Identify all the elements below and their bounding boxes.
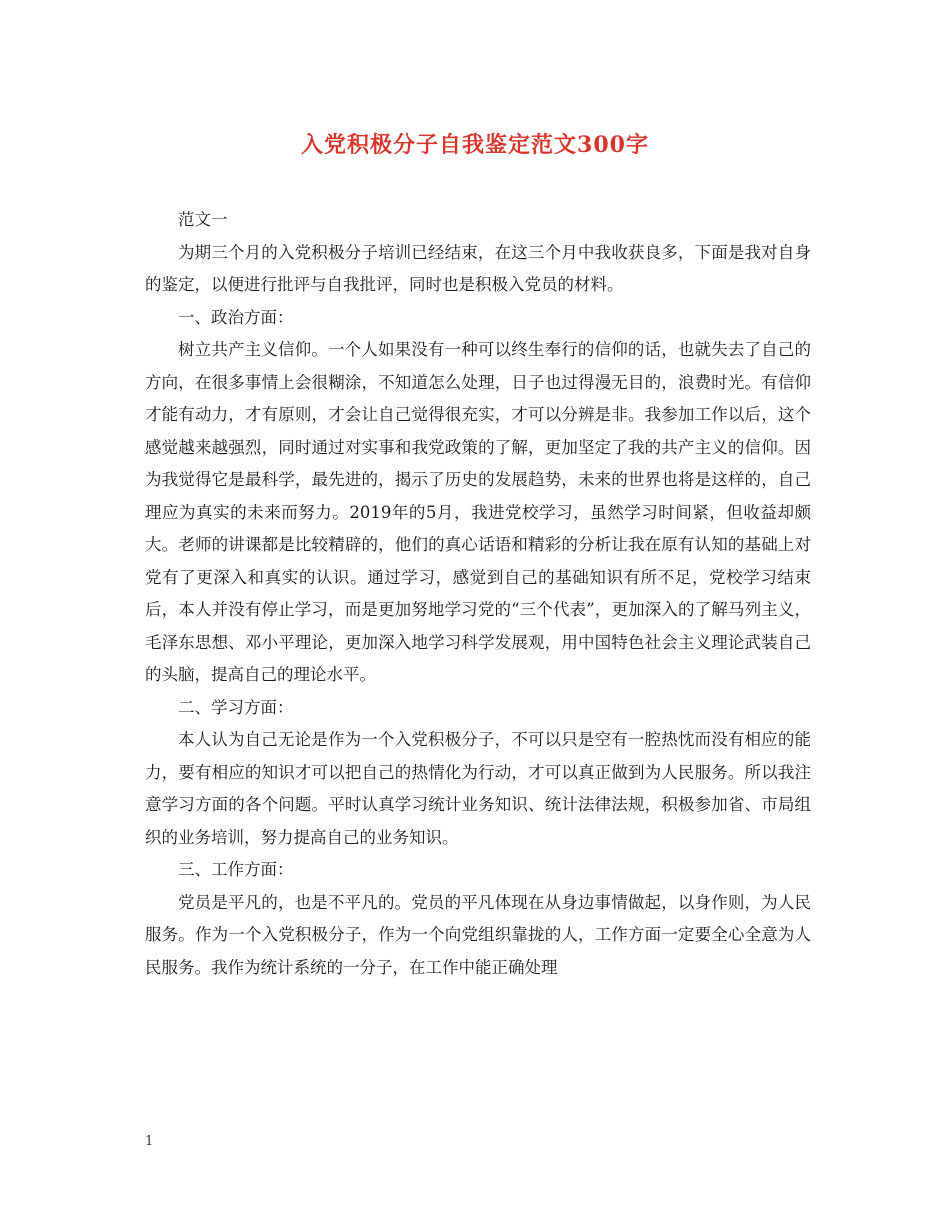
section-heading-politics: 一、政治方面： [178,307,294,327]
document-title: 入党积极分子自我鉴定范文300字 [301,132,649,158]
paragraph-sample-heading: 范文一 [178,210,228,229]
paragraph-politics: 树立共产主义信仰。一个人如果没有一种可以终生奉行的信仰的话，也就失去了自己的方向，在很多事情上会很糊涂，不知道怎么处理，日子也过得漫无目的，浪费时光。有信仰才能有动力，才有原则，才会让自己觉得很充实，才可以分辨是非。我参加工作以后，这个感觉越来越强烈，同时通过对实事和我党政策的了解，更加坚定了我的共产主义的信仰。因为我觉得它是最科学，最先进的，揭示了历史的发展趋势，未来的世界也将是这样的，自己理应为真实的未来而努力。2019年的5月，我进党校学习，虽然学习时间紧，但收益却颇大。老师的讲课都是比较精辟的，他们的真心话语和精彩的分析让我在原有认知的基础上对党有了更深入和真实的认识。通过学习，感觉到自己的基础知识有所不足，党校学习结束后，本人并没有停止学习，而是更加努地学习党的“三个代表”，更加深入的了解马列主义，毛泽东思想、邓小平理论，更加深入地学习科学发展观，用中国特色社会主义理论武装自己的头脑，提高自己的理论水平。 [145,340,811,684]
paragraph-study: 本人认为自己无论是作为一个入党积极分子，不可以只是空有一腔热忱而没有相应的能力，要有相应的知识才可以把自己的热情化为行动，才可以真正做到为人民服务。所以我注意学习方面的各个问题。平时认真学习统计业务知识、统计法律法规，积极参加省、市局组织的业务培训，努力提高自己的业务知识。 [145,730,811,847]
page-number: 1 [145,1134,154,1149]
paragraph-work: 党员是平凡的，也是不平凡的。党员的平凡体现在从身边事情做起，以身作则，为人民服务。作为一个入党积极分子，作为一个向党组织靠拢的人，工作方面一定要全心全意为人民服务。我作为统计系统的一分子，在工作中能正确处理 [145,892,811,977]
section-heading-work: 三、工作方面： [178,860,294,879]
paragraph-intro: 为期三个月的入党积极分子培训已经结束，在这三个月中我收获良多，下面是我对自身的鉴定，以便进行批评与自我批评，同时也是积极入党员的材料。 [145,242,811,294]
document-body [145,204,811,984]
section-heading-study: 二、学习方面： [178,697,294,717]
